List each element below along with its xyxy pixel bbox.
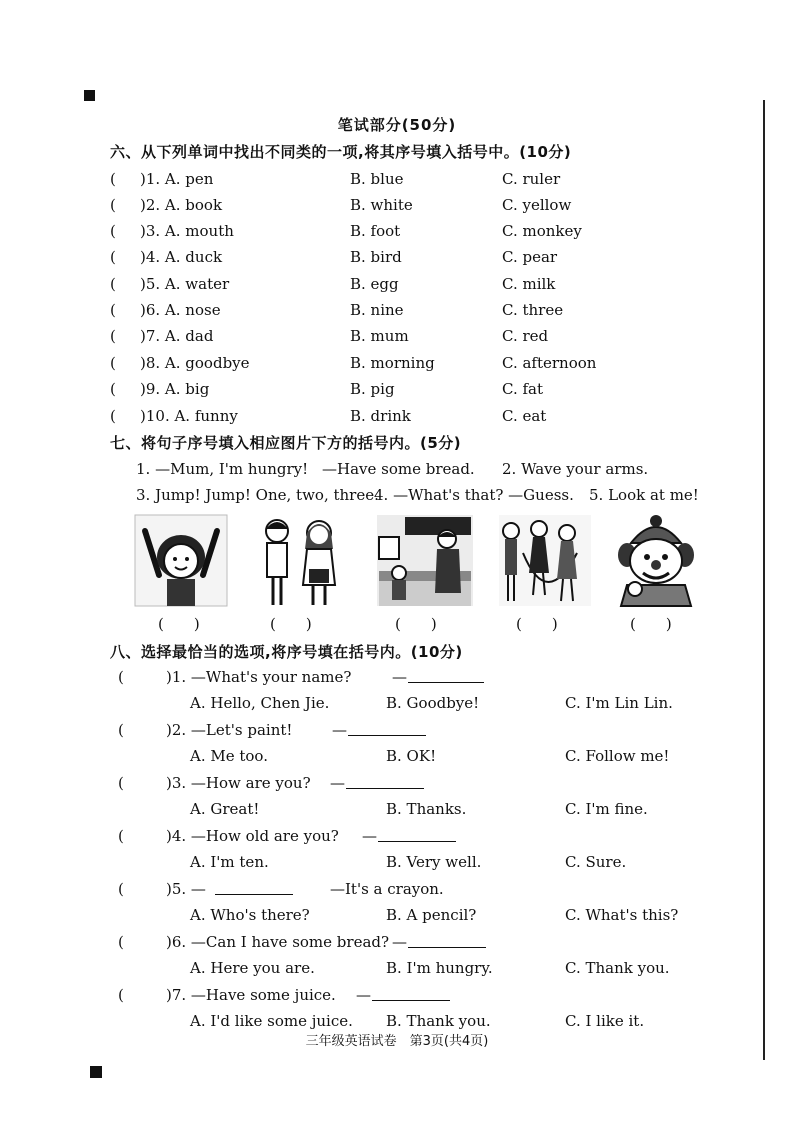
item-option-a: )6. A. nose [140, 301, 221, 319]
item-option-b: B. bird [350, 248, 402, 266]
picture-kitchen-mum [375, 513, 475, 608]
option-a: A. Hello, Chen Jie. [190, 694, 330, 712]
answer-paren[interactable]: ( [110, 380, 116, 398]
item-option-a: )2. A. book [140, 196, 223, 214]
item-option-b: B. pig [350, 380, 395, 398]
option-c: C. What's this? [565, 906, 679, 924]
item-option-a: )7. A. dad [140, 327, 214, 345]
section7-heading: 七、将句子序号填入相应图片下方的括号内。(5分) [110, 434, 462, 452]
picture-clown [617, 513, 695, 608]
option-a: A. Here you are. [190, 959, 315, 977]
question-text: )6. —Can I have some bread? [166, 933, 390, 951]
item-option-a: )1. A. pen [140, 170, 214, 188]
option-c: C. I like it. [565, 1012, 645, 1030]
option-b: B. A pencil? [386, 906, 477, 924]
sentence-5: 5. Look at me! [589, 486, 699, 504]
option-b: B. Thanks. [386, 800, 467, 818]
reply-dash: — [392, 933, 407, 951]
item-option-a: )4. A. duck [140, 248, 223, 266]
answer-paren[interactable]: ( [110, 196, 116, 214]
option-c: C. I'm fine. [565, 800, 648, 818]
answer-blank[interactable] [408, 937, 486, 948]
item-option-c: C. red [502, 327, 549, 345]
answer-blank[interactable] [378, 831, 456, 842]
corner-mark-bottom [90, 1066, 102, 1078]
sentence-4: 4. —What's that? —Guess. [374, 486, 574, 504]
right-margin-rule [763, 100, 765, 1060]
reply-dash: — [332, 721, 347, 739]
answer-paren[interactable]: ( [110, 354, 116, 372]
item-option-b: B. nine [350, 301, 404, 319]
answer-paren[interactable]: ( [110, 407, 116, 425]
answer-paren[interactable]: ( [118, 933, 124, 951]
option-b: B. Very well. [386, 853, 482, 871]
picture-answer-paren-1[interactable]: ( ) [158, 615, 200, 633]
item-option-c: C. yellow [502, 196, 572, 214]
item-option-b: B. drink [350, 407, 411, 425]
answer-paren[interactable]: ( [110, 301, 116, 319]
answer-paren[interactable]: ( [118, 986, 124, 1004]
picture-two-girls [253, 513, 349, 608]
option-a: A. Who's there? [190, 906, 310, 924]
sentence-1-reply: —Have some bread. [322, 460, 475, 478]
option-b: B. Thank you. [386, 1012, 491, 1030]
question-text: )5. — [166, 880, 206, 898]
item-option-b: B. foot [350, 222, 401, 240]
reply-dash: — [330, 774, 345, 792]
answer-paren[interactable]: ( [110, 327, 116, 345]
item-option-a: )9. A. big [140, 380, 210, 398]
answer-paren[interactable]: ( [110, 248, 116, 266]
option-c: C. Follow me! [565, 747, 670, 765]
option-c: C. Sure. [565, 853, 627, 871]
question-text: )3. —How are you? [166, 774, 311, 792]
sentence-1-question: 1. —Mum, I'm hungry! [136, 460, 309, 478]
page-footer: 三年级英语试卷 第3页(共4页) [305, 1034, 489, 1049]
item-option-c: C. three [502, 301, 564, 319]
option-a: A. Great! [190, 800, 260, 818]
picture-waving-girl [133, 513, 229, 608]
option-b: B. OK! [386, 747, 437, 765]
reply-dash: — [362, 827, 377, 845]
option-b: B. I'm hungry. [386, 959, 493, 977]
item-option-b: B. white [350, 196, 413, 214]
answer-paren[interactable]: ( [110, 170, 116, 188]
answer-blank[interactable] [346, 778, 424, 789]
option-b: B. Goodbye! [386, 694, 480, 712]
picture-jumping-rope [497, 513, 593, 608]
picture-answer-paren-3[interactable]: ( ) [395, 615, 437, 633]
page-title: 笔试部分(50分) [337, 116, 457, 134]
question-text: )1. —What's your name? [166, 668, 352, 686]
item-option-b: B. egg [350, 275, 399, 293]
reply-dash: — [356, 986, 371, 1004]
option-a: A. I'd like some juice. [190, 1012, 353, 1030]
question-text: )7. —Have some juice. [166, 986, 336, 1004]
item-option-b: B. morning [350, 354, 435, 372]
item-option-c: C. afternoon [502, 354, 597, 372]
reply-text: —It's a crayon. [330, 880, 444, 898]
option-a: A. Me too. [190, 747, 268, 765]
option-c: C. Thank you. [565, 959, 670, 977]
section6-heading: 六、从下列单词中找出不同类的一项,将其序号填入括号中。(10分) [110, 143, 572, 161]
picture-answer-paren-5[interactable]: ( ) [630, 615, 672, 633]
item-option-c: C. monkey [502, 222, 582, 240]
item-option-b: B. blue [350, 170, 404, 188]
answer-paren[interactable]: ( [118, 880, 124, 898]
sentence-2: 2. Wave your arms. [502, 460, 649, 478]
item-option-a: )8. A. goodbye [140, 354, 250, 372]
question-text: )4. —How old are you? [166, 827, 339, 845]
answer-paren[interactable]: ( [118, 721, 124, 739]
section8-heading: 八、选择最恰当的选项,将序号填在括号内。(10分) [110, 643, 463, 661]
item-option-c: C. pear [502, 248, 558, 266]
item-option-c: C. milk [502, 275, 556, 293]
answer-paren[interactable]: ( [118, 827, 124, 845]
answer-blank[interactable] [408, 672, 484, 683]
corner-mark-top [84, 90, 95, 101]
answer-paren[interactable]: ( [118, 668, 124, 686]
item-option-a: )10. A. funny [140, 407, 238, 425]
item-option-a: )3. A. mouth [140, 222, 234, 240]
item-option-c: C. fat [502, 380, 544, 398]
picture-answer-paren-2[interactable]: ( ) [270, 615, 312, 633]
answer-blank[interactable] [348, 725, 426, 736]
answer-paren[interactable]: ( [118, 774, 124, 792]
answer-blank[interactable] [215, 884, 293, 895]
item-option-b: B. mum [350, 327, 409, 345]
question-text: )2. —Let's paint! [166, 721, 293, 739]
sentence-3: 3. Jump! Jump! One, two, three. [136, 486, 379, 504]
item-option-c: C. ruler [502, 170, 561, 188]
item-option-a: )5. A. water [140, 275, 230, 293]
answer-blank[interactable] [372, 990, 450, 1001]
answer-paren[interactable]: ( [110, 222, 116, 240]
answer-paren[interactable]: ( [110, 275, 116, 293]
reply-dash: — [392, 668, 407, 686]
option-c: C. I'm Lin Lin. [565, 694, 673, 712]
option-a: A. I'm ten. [190, 853, 269, 871]
item-option-c: C. eat [502, 407, 547, 425]
picture-answer-paren-4[interactable]: ( ) [516, 615, 558, 633]
